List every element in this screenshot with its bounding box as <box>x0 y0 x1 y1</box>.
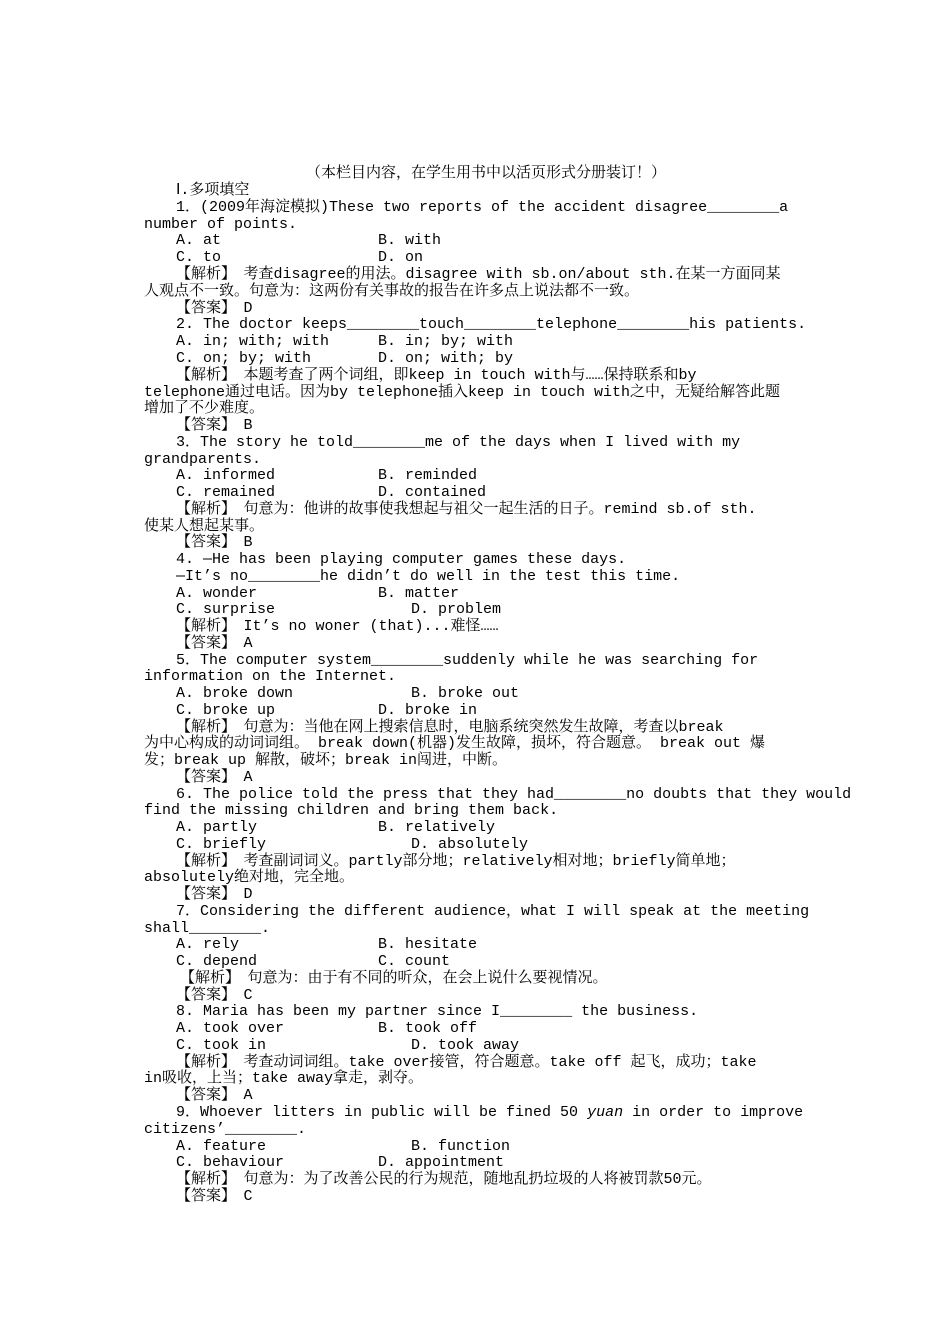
question-6-option-c: C. briefly <box>176 836 267 853</box>
question-4-option-b: B. matter <box>378 585 460 602</box>
question-8-option-d: D. took away <box>411 1037 520 1054</box>
question-6-analysis-2: absolutely绝对地，完全地。 <box>144 869 355 886</box>
question-9-line1 <box>176 1104 803 1121</box>
question-9-option-c: C. behaviour <box>176 1154 285 1171</box>
question-8-option-b: B. took off <box>378 1020 478 1037</box>
question-5-option-b: B. broke out <box>411 685 520 702</box>
question-2-option-a: A. in; with; with <box>176 333 330 350</box>
question-7-line1: 7．Considering the different audience，what I will speak at the meeting <box>176 903 810 920</box>
question-3-analysis-2: 使某人想起某事。 <box>144 518 265 535</box>
question-3-line1: 3．The story he told________me of the days when I lived with my <box>176 434 741 451</box>
question-4-analysis-1: 【解析】 It’s no woner (that)...难怪…… <box>176 618 499 635</box>
question-2-line1: 2. The doctor keeps________touch________telephone________his patients. <box>176 316 807 333</box>
question-7-option-b: B. hesitate <box>378 936 478 953</box>
question-3-option-c: C. remained <box>176 484 276 501</box>
question-7-analysis-1: 【解析】 句意为：由于有不同的听众，在会上说什么要视情况。 <box>180 970 608 987</box>
question-8-line1: 8. Maria has been my partner since I________ the business. <box>176 1003 699 1020</box>
question-6-option-a: A. partly <box>176 819 258 836</box>
question-8-analysis-2: in吸收，上当；take away拿走，剥夺。 <box>144 1070 424 1087</box>
question-7-line2: shall________. <box>144 920 271 937</box>
question-9-answer: 【答案】 C <box>176 1188 253 1205</box>
question-5-line1: 5．The computer system________suddenly while he was searching for <box>176 652 759 669</box>
question-4-option-a: A. wonder <box>176 585 258 602</box>
question-7-option-c: C. depend <box>176 953 258 970</box>
question-9-option-d: D. appointment <box>378 1154 505 1171</box>
question-9-text-italic: yuan <box>587 1104 624 1121</box>
question-9-analysis-1: 【解析】 句意为：为了改善公民的行为规范，随地乱扔垃圾的人将被罚款50元。 <box>176 1171 712 1188</box>
question-6-option-d: D. absolutely <box>411 836 529 853</box>
question-8-analysis-1: 【解析】 考查动词词组。take over接管，符合题意。take off 起飞，成功；take <box>176 1054 757 1071</box>
question-6-line1: 6. The police told the press that they had________no doubts that they would <box>176 786 852 803</box>
question-9-line2: citizens’________. <box>144 1121 307 1138</box>
question-4-answer: 【答案】 A <box>176 635 253 652</box>
question-2-option-c: C. on; by; with <box>176 350 312 367</box>
question-2-option-d: D. on; with; by <box>378 350 514 367</box>
question-3-option-b: B. reminded <box>378 467 478 484</box>
question-8-option-c: C. took in <box>176 1037 267 1054</box>
question-1-option-d: D. on <box>378 249 424 266</box>
question-9-text-a: 9．Whoever litters in public will be fined 50 <box>176 1104 579 1121</box>
question-1-option-c: C. to <box>176 249 222 266</box>
question-9-text-b: in order to improve <box>632 1104 804 1121</box>
question-5-analysis-2: 为中心构成的动词词组。 break down(机器)发生故障，损坏，符合题意。 break out 爆 <box>144 735 766 752</box>
question-3-option-d: D. contained <box>378 484 487 501</box>
question-9-option-b: B. function <box>411 1138 511 1155</box>
question-5-option-a: A. broke down <box>176 685 294 702</box>
question-9-option-a: A. feature <box>176 1138 267 1155</box>
question-4-option-d: D. problem <box>411 601 502 618</box>
question-8-answer: 【答案】 A <box>176 1087 253 1104</box>
question-2-analysis-1: 【解析】 本题考查了两个词组，即keep in touch with与……保持联系和by <box>176 367 697 384</box>
question-5-option-c: C. broke up <box>176 702 276 719</box>
question-1-text: 1．(2009年海淀模拟)These two reports of the accident disagree________a <box>176 199 789 216</box>
question-5-option-d: D. broke in <box>378 702 478 719</box>
question-1-analysis-2: 人观点不一致。句意为：这两份有关事故的报告在许多点上说法都不一致。 <box>144 283 640 300</box>
question-3-line2: grandparents. <box>144 451 262 468</box>
question-5-analysis-3: 发；break up 解散，破坏；break in闯进，中断。 <box>144 752 508 769</box>
question-2-analysis-3: 增加了不少难度。 <box>144 400 265 417</box>
question-6-line2: find the missing children and bring them back. <box>144 802 559 819</box>
question-5-analysis-1: 【解析】 句意为：当他在网上搜索信息时，电脑系统突然发生故障，考查以break <box>176 719 724 736</box>
question-2-analysis-2: telephone通过电话。因为by telephone插入keep in touch with之中，无疑给解答此题 <box>144 384 781 401</box>
section-title: Ⅰ.多项填空 <box>176 182 250 199</box>
question-4-line1: 4. —He has been playing computer games these days. <box>176 551 627 568</box>
question-1-answer: 【答案】 D <box>176 300 253 317</box>
question-7-option-d: C. count <box>378 953 451 970</box>
question-6-option-b: B. relatively <box>378 819 496 836</box>
question-3-answer: 【答案】 B <box>176 534 253 551</box>
question-2-answer: 【答案】 B <box>176 417 253 434</box>
question-5-line2: information on the Internet. <box>144 668 397 685</box>
question-1-line1 <box>144 199 806 216</box>
question-4-line2: —It’s no________he didn’t do well in the test this time. <box>176 568 681 585</box>
question-1-line2: number of points. <box>144 216 298 233</box>
question-7-option-a: A. rely <box>176 936 240 953</box>
question-3-analysis-1: 【解析】 句意为：他讲的故事使我想起与祖父一起生活的日子。remind sb.of sth. <box>176 501 757 518</box>
question-3-option-a: A. informed <box>176 467 276 484</box>
question-5-answer: 【答案】 A <box>176 769 253 786</box>
question-8-option-a: A. took over <box>176 1020 285 1037</box>
question-1-option-b: B. with <box>378 232 442 249</box>
question-6-analysis-1: 【解析】 考查副词词义。partly部分地；relatively相对地；briefly简单地； <box>176 853 736 870</box>
question-1-analysis-1: 【解析】 考查disagree的用法。disagree with sb.on/about sth.在某一方面同某 <box>176 266 781 283</box>
question-4-option-c: C. surprise <box>176 601 276 618</box>
question-1-option-a: A. at <box>176 232 222 249</box>
page-header: （本栏目内容，在学生用书中以活页形式分册装订！） <box>306 165 667 182</box>
question-2-option-b: B. in; by; with <box>378 333 514 350</box>
question-6-answer: 【答案】 D <box>176 886 253 903</box>
question-7-answer: 【答案】 C <box>176 987 253 1004</box>
